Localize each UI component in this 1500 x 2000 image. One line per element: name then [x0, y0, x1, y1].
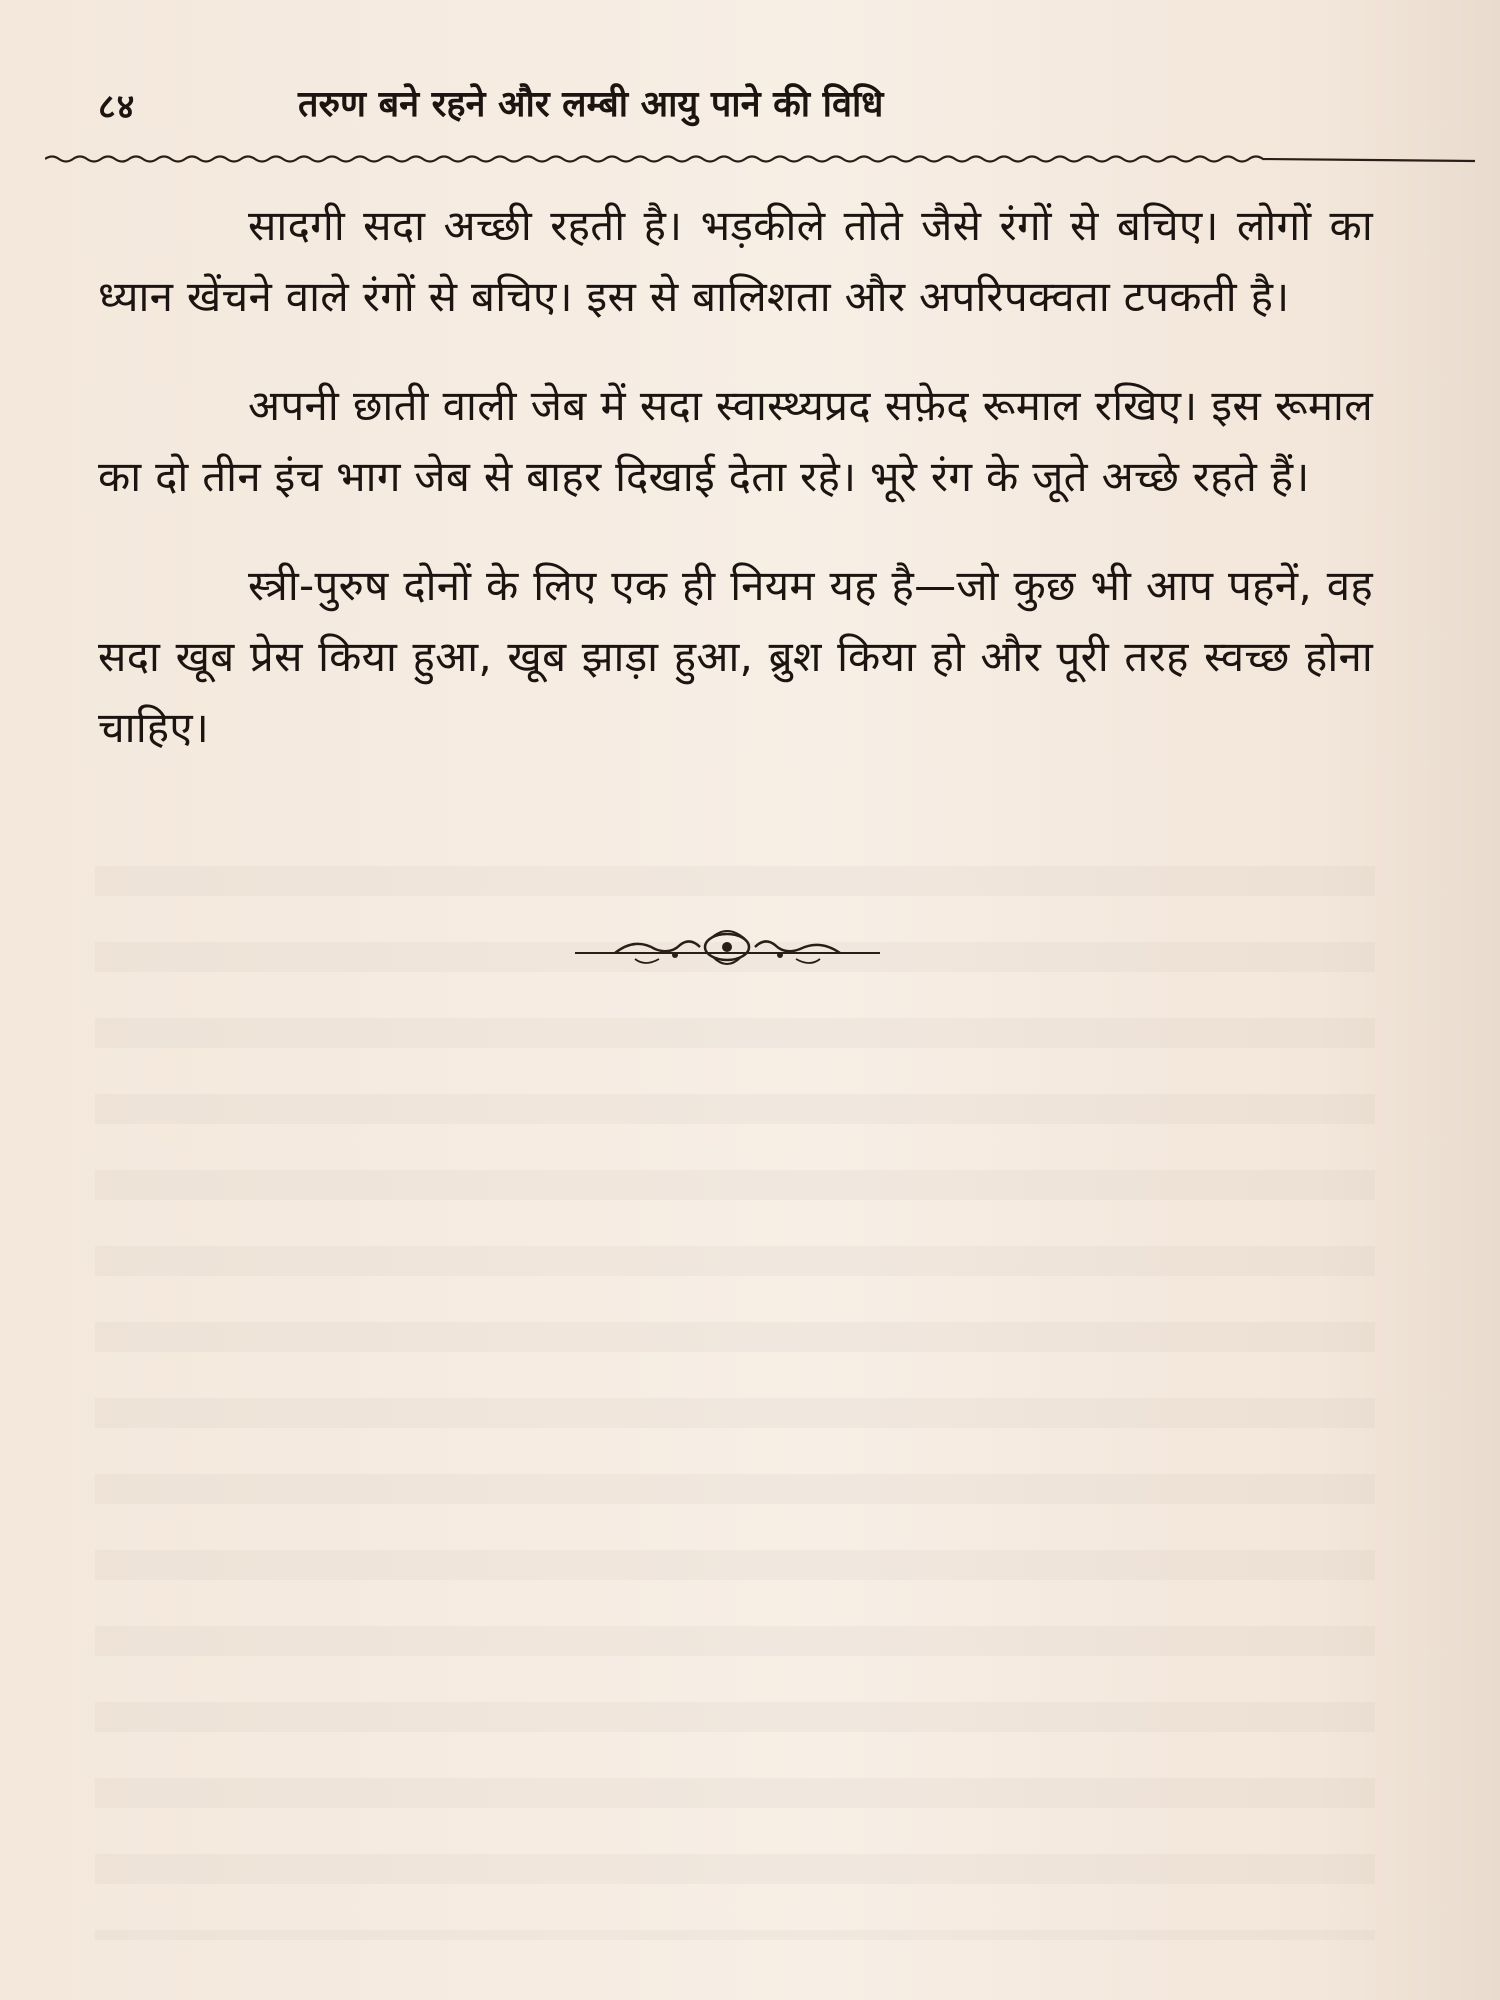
running-title: तरुण बने रहने और लम्बी आयु पाने की विधि: [298, 84, 884, 125]
paragraph-3: स्त्री-पुरुष दोनों के लिए एक ही नियम यह है—जो कुछ भी आप पहनें, वह सदा खूब प्रेस किया हुआ, खूब झाड़ा हुआ, ब्रुश किया हो और पूरी तरह स्वच्छ होना चाहिए।: [98, 561, 1373, 752]
floral-ornament-icon: [575, 925, 880, 975]
paragraph-1: सादगी सदा अच्छी रहती है। भड़कीले तोते जैसे रंगों से बचिए। लोगों का ध्यान खेंचने वाले रंगों से बचिए। इस से बालिशता और अपरिपक्वता टपकती है।: [98, 201, 1373, 321]
page-number: ८४: [98, 87, 136, 127]
paragraph-2: अपनी छाती वाली जेब में सदा स्वास्थ्यप्रद सफ़ेद रूमाल रखिए। इस रूमाल का दो तीन इंच भाग जेब से बाहर दिखाई देता रहे। भूरे रंग के जूते अच्छे रहते हैं।: [98, 381, 1373, 501]
body-text: [98, 190, 1373, 801]
page-header: [98, 78, 1388, 148]
show-through-texture: [95, 820, 1375, 1940]
wavy-rule-icon: [45, 145, 1475, 175]
